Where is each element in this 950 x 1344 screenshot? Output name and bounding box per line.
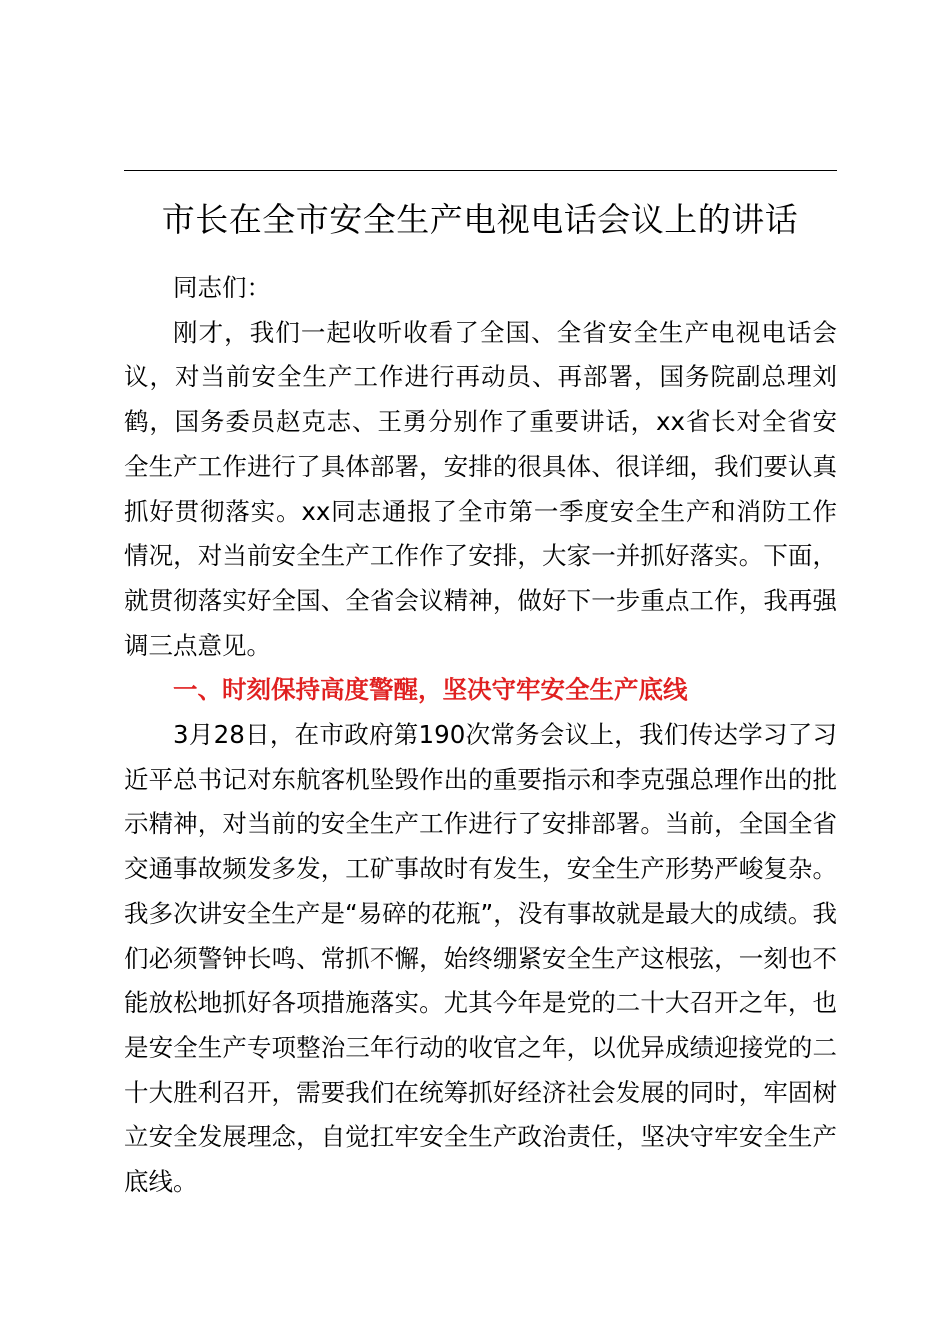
header-rule [124, 170, 837, 171]
paragraph-2: 3月28日，在市政府第190次常务会议上，我们传达学习了习近平总书记对东航客机坠毁作出的重要指示和李克强总理作出的批示精神，对当前的安全生产工作进行了安排部署。当前，全国全省交通事故频发多发，工矿事故时有发生，安全生产形势严峻复杂。我多次讲安全生产是“易碎的花瓶”，没有事故就是最大的成绩。我们必须警钟长鸣、常抓不懈，始终绷紧安全生产这根弦，一刻也不能放松地抓好各项措施落实。尤其今年是党的二十大召开之年，也是安全生产专项整治三年行动的收官之年，以优异成绩迎接党的二十大胜利召开，需要我们在统筹抓好经济社会发展的同时，牢固树立安全发展理念，自觉扛牢安全生产政治责任，坚决守牢安全生产底线。 [124, 720, 837, 1197]
document-title: 市长在全市安全生产电视电话会议上的讲话 [161, 200, 799, 239]
salutation: 同志们： [173, 273, 271, 302]
paragraph-1: 刚才，我们一起收听收看了全国、全省安全生产电视电话会议，对当前安全生产工作进行再动员、再部署，国务院副总理刘鹤，国务委员赵克志、王勇分别作了重要讲话，xx省长对全省安全生产工作进行了具体部署，安排的很具体、很详细，我们要认真抓好贯彻落实。xx同志通报了全市第一季度安全生产和消防工作情况，对当前安全生产工作作了安排，大家一并抓好落实。下面，就贯彻落实好全国、全省会议精神，做好下一步重点工作，我再强调三点意见。 [124, 317, 837, 660]
document-body [124, 266, 837, 1205]
section-1-heading: 一、时刻保持高度警醒，坚决守牢安全生产底线 [173, 675, 688, 705]
